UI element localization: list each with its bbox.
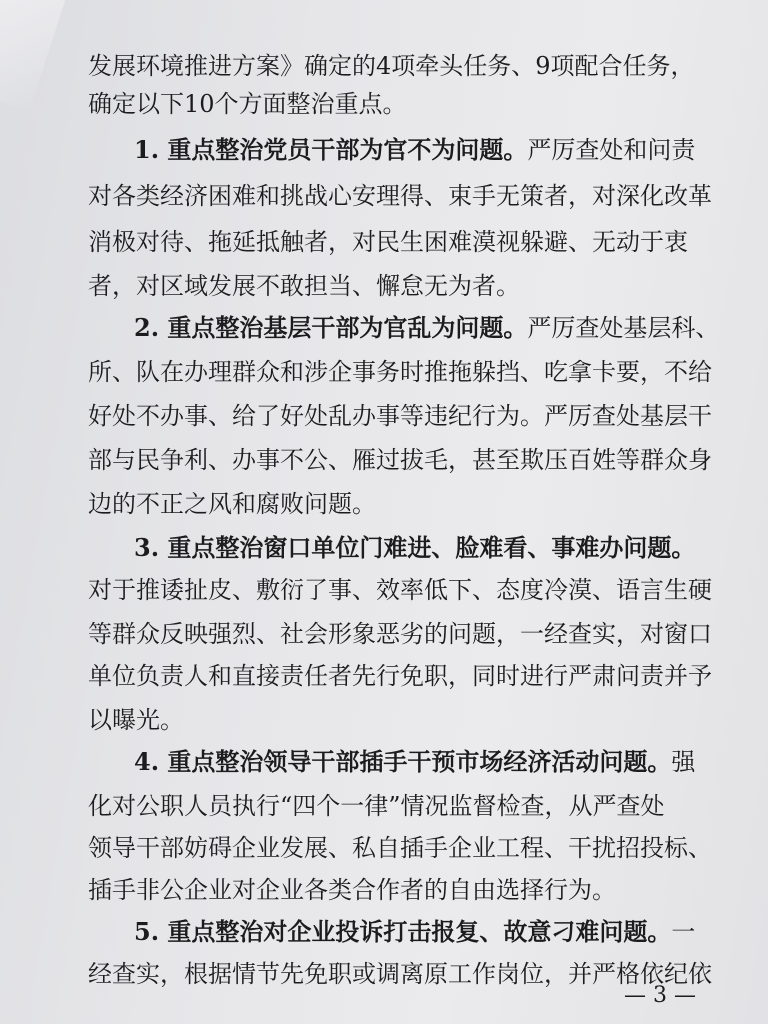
section-3-heading: 3. 重点整治窗口单位门难进、脸难看、事难办问题。	[134, 533, 696, 562]
page-number: — 3 —	[624, 983, 696, 1008]
text-line: 消极对待、拖延抵触者，对民生困难漠视躲避、无动于衷	[88, 228, 688, 256]
section-1-heading: 1. 重点整治党员干部为官不为问题。	[134, 135, 528, 164]
section-2-heading: 2. 重点整治基层干部为官乱为问题。	[134, 313, 528, 342]
text-line: 对各类经济困难和挑战心安理得、束手无策者，对深化改革	[88, 182, 712, 210]
text-line: 好处不办事、给了好处乱办事等违纪行为。严厉查处基层干	[88, 402, 712, 430]
text-line: 以曝光。	[88, 706, 184, 734]
text-line: 确定以下10个方面整治重点。	[88, 90, 407, 118]
section-5-first-line: 5. 重点整治对企业投诉打击报复、故意刁难问题。一	[134, 917, 696, 946]
section-1-first-line: 1. 重点整治党员干部为官不为问题。严厉查处和问责	[134, 135, 696, 164]
text-line: 者，对区域发展不敢担当、懈怠无为者。	[88, 272, 520, 300]
text-line: 边的不正之风和腐败问题。	[88, 490, 376, 518]
page-corner-fold	[0, 0, 66, 111]
text-line: 对于推诿扯皮、敷衍了事、效率低下、态度冷漠、语言生硬	[88, 576, 712, 604]
section-3-first-line	[134, 528, 695, 568]
text-line: 等群众反映强烈、社会形象恶劣的问题，一经查实，对窗口	[88, 620, 712, 648]
section-2-first-line: 2. 重点整治基层干部为官乱为问题。严厉查处基层科、	[134, 313, 720, 342]
text-line: 化对公职人员执行“四个一律”情况监督检查，从严查处	[88, 792, 665, 820]
text-line: 插手非公企业对企业各类合作者的自由选择行为。	[88, 876, 616, 904]
section-4-first-line: 4. 重点整治领导干部插手干预市场经济活动问题。强	[134, 747, 696, 776]
text-line: 经查实，根据情节先免职或调离原工作岗位，并严格依纪依	[88, 960, 712, 988]
section-4-heading: 4. 重点整治领导干部插手干预市场经济活动问题。	[134, 747, 672, 776]
text-line: 发展环境推进方案》确定的4项牵头任务、9项配合任务，	[88, 52, 695, 80]
section-5-heading: 5. 重点整治对企业投诉打击报复、故意刁难问题。	[134, 917, 672, 946]
text-line: 部与民争利、办事不公、雁过拔毛，甚至欺压百姓等群众身	[88, 446, 712, 474]
text-line: 领导干部妨碍企业发展、私自插手企业工程、干扰招投标、	[88, 834, 712, 862]
text-line: 单位负责人和直接责任者先行免职，同时进行严肃问责并予	[88, 662, 712, 690]
text-line: 所、队在办理群众和涉企事务时推拖躲挡、吃拿卡要，不给	[88, 358, 712, 386]
